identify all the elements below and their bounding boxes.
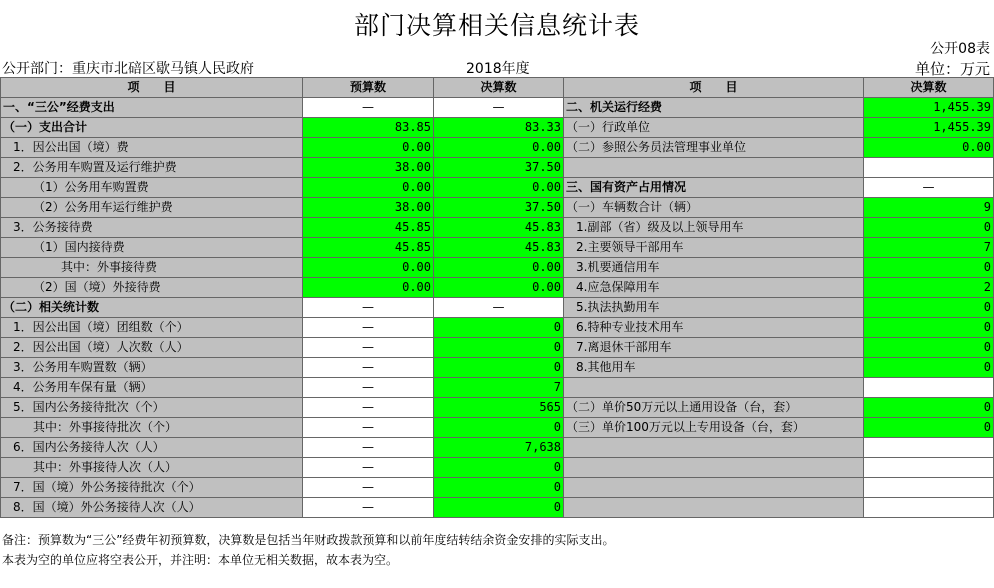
- final-cell: 565: [434, 398, 564, 418]
- row-label: 其中：外事接待费: [1, 258, 303, 278]
- note-line: 本表为空的单位应将空表公开，并注明：本单位无相关数据，故本表为空。: [2, 553, 399, 567]
- row-label: 6．国内公务接待人次（人）: [1, 438, 303, 458]
- final-cell: 45.83: [434, 218, 564, 238]
- right-final-cell: —: [864, 178, 994, 198]
- row-label: 5．国内公务接待批次（个）: [1, 398, 303, 418]
- right-final-cell: [864, 498, 994, 518]
- row-label: 其中：外事接待人次（人）: [1, 458, 303, 478]
- final-cell: 0: [434, 498, 564, 518]
- right-final-cell: 0: [864, 358, 994, 378]
- right-row-label: 7.离退休干部用车: [564, 338, 864, 358]
- final-cell: 37.50: [434, 198, 564, 218]
- table-header-row: [1, 78, 994, 98]
- header-final-right: 决算数: [864, 78, 994, 98]
- final-cell: 83.33: [434, 118, 564, 138]
- right-final-cell: 0: [864, 318, 994, 338]
- final-cell: 0.00: [434, 138, 564, 158]
- right-final-cell: [864, 158, 994, 178]
- right-row-label: 三、国有资产占用情况: [564, 178, 864, 198]
- right-row-label: [564, 458, 864, 478]
- right-final-cell: 7: [864, 238, 994, 258]
- budget-cell: 38.00: [303, 198, 434, 218]
- final-cell: 0: [434, 418, 564, 438]
- final-cell: 0.00: [434, 258, 564, 278]
- budget-cell: 45.85: [303, 218, 434, 238]
- right-final-cell: 0: [864, 398, 994, 418]
- row-label: 8．国（境）外公务接待人次（人）: [1, 498, 303, 518]
- row-label: 2．因公出国（境）人次数（人）: [1, 338, 303, 358]
- row-label: 其中：外事接待批次（个）: [1, 418, 303, 438]
- row-label: 一、“三公”经费支出: [1, 98, 303, 118]
- right-row-label: （三）单价100万元以上专用设备（台，套）: [564, 418, 864, 438]
- budget-cell: 45.85: [303, 238, 434, 258]
- budget-cell: —: [303, 398, 434, 418]
- header-item-right: 项 目: [564, 78, 864, 98]
- right-row-label: [564, 438, 864, 458]
- budget-cell: 0.00: [303, 178, 434, 198]
- row-label: （1）国内接待费: [1, 238, 303, 258]
- right-row-label: 8.其他用车: [564, 358, 864, 378]
- right-final-cell: 0: [864, 338, 994, 358]
- table-row: [1, 498, 994, 518]
- budget-cell: —: [303, 378, 434, 398]
- right-row-label: （一）行政单位: [564, 118, 864, 138]
- row-label: 1．因公出国（境）团组数（个）: [1, 318, 303, 338]
- right-row-label: 1.副部（省）级及以上领导用车: [564, 218, 864, 238]
- table-row: [1, 98, 994, 118]
- table-row: [1, 418, 994, 438]
- right-row-label: 二、机关运行经费: [564, 98, 864, 118]
- header-item-left: 项 目: [1, 78, 303, 98]
- final-cell: —: [434, 98, 564, 118]
- budget-cell: —: [303, 478, 434, 498]
- budget-cell: —: [303, 358, 434, 378]
- table-row: [1, 458, 994, 478]
- unit-label: 单位：万元: [914, 60, 990, 78]
- row-label: 2．公务用车购置及运行维护费: [1, 158, 303, 178]
- statistics-table: [0, 77, 994, 518]
- table-row: [1, 278, 994, 298]
- final-cell: 0.00: [434, 178, 564, 198]
- budget-cell: 0.00: [303, 258, 434, 278]
- right-final-cell: [864, 378, 994, 398]
- notes: [2, 530, 614, 570]
- budget-cell: 0.00: [303, 138, 434, 158]
- right-row-label: 4.应急保障用车: [564, 278, 864, 298]
- table-row: [1, 238, 994, 258]
- right-final-cell: [864, 438, 994, 458]
- right-row-label: （二）单价50万元以上通用设备（台，套）: [564, 398, 864, 418]
- right-row-label: [564, 158, 864, 178]
- right-row-label: （一）车辆数合计（辆）: [564, 198, 864, 218]
- budget-cell: —: [303, 418, 434, 438]
- row-label: 4．公务用车保有量（辆）: [1, 378, 303, 398]
- budget-cell: 0.00: [303, 278, 434, 298]
- table-row: [1, 438, 994, 458]
- budget-cell: —: [303, 498, 434, 518]
- right-final-cell: [864, 458, 994, 478]
- row-label: 1．因公出国（境）费: [1, 138, 303, 158]
- table-row: [1, 178, 994, 198]
- table-row: [1, 298, 994, 318]
- final-cell: 0: [434, 318, 564, 338]
- final-cell: 0: [434, 338, 564, 358]
- table-row: [1, 338, 994, 358]
- right-final-cell: 0: [864, 258, 994, 278]
- right-row-label: 5.执法执勤用车: [564, 298, 864, 318]
- table-row: [1, 158, 994, 178]
- row-label: （2）国（境）外接待费: [1, 278, 303, 298]
- table-row: [1, 258, 994, 278]
- budget-cell: —: [303, 298, 434, 318]
- final-cell: 45.83: [434, 238, 564, 258]
- table-row: [1, 478, 994, 498]
- note-line: 备注：预算数为“三公”经费年初预算数，决算数是包括当年财政拨款预算和以前年度结转结余资金安排的实际支出。: [2, 533, 615, 547]
- header-final-left: 决算数: [434, 78, 564, 98]
- right-row-label: [564, 478, 864, 498]
- row-label: （1）公务用车购置费: [1, 178, 303, 198]
- right-row-label: [564, 378, 864, 398]
- right-final-cell: [864, 478, 994, 498]
- final-cell: 37.50: [434, 158, 564, 178]
- row-label: （一）支出合计: [1, 118, 303, 138]
- right-row-label: 2.主要领导干部用车: [564, 238, 864, 258]
- final-cell: 0: [434, 478, 564, 498]
- budget-cell: —: [303, 438, 434, 458]
- right-row-label: [564, 498, 864, 518]
- table-row: [1, 398, 994, 418]
- table-row: [1, 318, 994, 338]
- final-cell: 0.00: [434, 278, 564, 298]
- right-final-cell: 9: [864, 198, 994, 218]
- right-final-cell: 0: [864, 298, 994, 318]
- final-cell: —: [434, 298, 564, 318]
- row-label: 7．国（境）外公务接待批次（个）: [1, 478, 303, 498]
- table-row: [1, 358, 994, 378]
- right-row-label: （二）参照公务员法管理事业单位: [564, 138, 864, 158]
- budget-cell: —: [303, 318, 434, 338]
- row-label: （2）公务用车运行维护费: [1, 198, 303, 218]
- budget-cell: —: [303, 98, 434, 118]
- department-label: 公开部门：重庆市北碚区歇马镇人民政府: [2, 61, 254, 77]
- header-budget: 预算数: [303, 78, 434, 98]
- budget-cell: 38.00: [303, 158, 434, 178]
- final-cell: 0: [434, 358, 564, 378]
- table-row: [1, 378, 994, 398]
- row-label: 3．公务用车购置数（辆）: [1, 358, 303, 378]
- right-final-cell: 0: [864, 218, 994, 238]
- final-cell: 0: [434, 458, 564, 478]
- right-final-cell: 0: [864, 418, 994, 438]
- final-cell: 7: [434, 378, 564, 398]
- table-code: 公开08表: [930, 41, 990, 57]
- budget-cell: —: [303, 338, 434, 358]
- table-row: [1, 218, 994, 238]
- page-title: 部门决算相关信息统计表: [353, 11, 640, 40]
- table-row: [1, 138, 994, 158]
- table-row: [1, 198, 994, 218]
- table-row: [1, 118, 994, 138]
- right-final-cell: 1,455.39: [864, 118, 994, 138]
- budget-cell: —: [303, 458, 434, 478]
- right-final-cell: 1,455.39: [864, 98, 994, 118]
- row-label: 3．公务接待费: [1, 218, 303, 238]
- final-cell: 7,638: [434, 438, 564, 458]
- right-final-cell: 2: [864, 278, 994, 298]
- row-label: （二）相关统计数: [1, 298, 303, 318]
- year-label: 2018年度: [466, 61, 530, 77]
- budget-cell: 83.85: [303, 118, 434, 138]
- right-final-cell: 0.00: [864, 138, 994, 158]
- right-row-label: 6.特种专业技术用车: [564, 318, 864, 338]
- right-row-label: 3.机要通信用车: [564, 258, 864, 278]
